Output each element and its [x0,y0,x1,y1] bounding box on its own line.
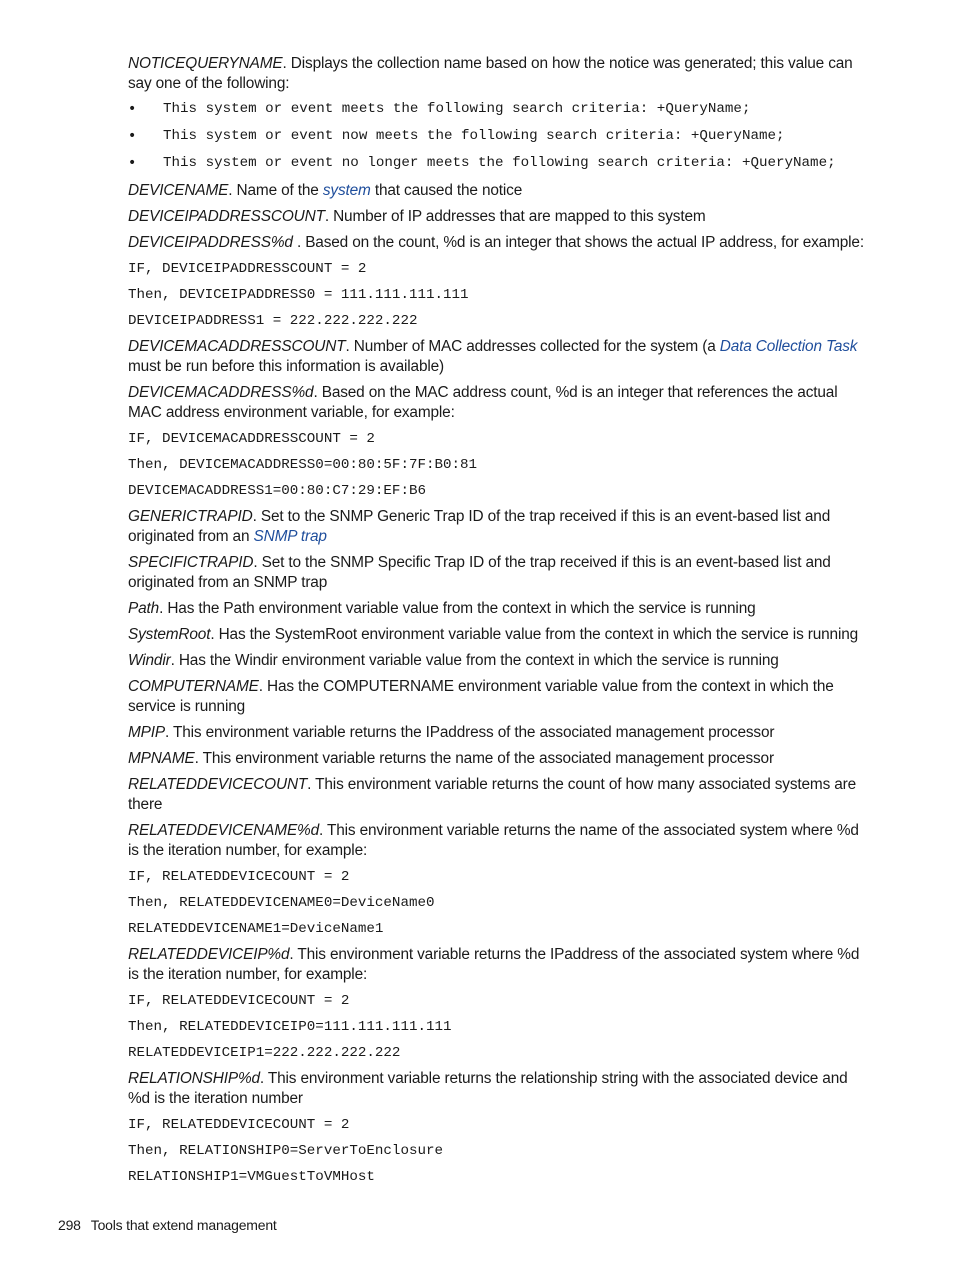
data-collection-task-link[interactable]: Data Collection Task [719,338,858,355]
code-line: Then, DEVICEMACADDRESS0=00:80:5F:7F:B0:81 [128,457,478,473]
bullet-icon: • [128,101,137,117]
relationship-paragraph: RELATIONSHIP%d. This environment variable returns the relationship string with the associated device and %d is the iteration number [128,1070,848,1107]
term-generictrapid: GENERICTRAPID [128,508,253,525]
code-line: IF, RELATEDDEVICECOUNT = 2 [128,869,350,885]
term-windir: Windir [128,652,171,669]
term-relationship: RELATIONSHIP%d [128,1070,260,1087]
page-footer [58,1215,277,1235]
term-relateddevicecount: RELATEDDEVICECOUNT [128,776,308,793]
term-relateddeviceip: RELATEDDEVICEIP%d [128,946,290,963]
code-line: Then, RELATEDDEVICENAME0=DeviceName0 [128,895,435,911]
macaddress-paragraph: DEVICEMACADDRESS%d. Based on the MAC address count, %d is an integer that references the actual MAC address environment variable, for example: [128,384,838,421]
code-line: IF, DEVICEIPADDRESSCOUNT = 2 [128,261,367,277]
code-line: IF, DEVICEMACADDRESSCOUNT = 2 [128,431,375,447]
bullet-icon: • [128,128,137,144]
devicename-paragraph: DEVICENAME. Name of the system that caused the notice [128,182,523,199]
relateddevicename-paragraph: RELATEDDEVICENAME%d. This environment variable returns the name of the associated system where %d is the iteration number, for example: [128,822,859,859]
notice-query-name-paragraph [128,54,870,94]
maccount-paragraph: DEVICEMACADDRESSCOUNT. Number of MAC addresses collected for the system (a Data Collection Task must be run before this information is available) [128,338,858,375]
windir-paragraph: Windir. Has the Windir environment variable value from the context in which the service is running [128,652,779,669]
mpip-paragraph: MPIP. This environment variable returns the IPaddress of the associated management processor [128,724,775,741]
code-line: RELATIONSHIP1=VMGuestToVMHost [128,1169,375,1185]
code-line: DEVICEIPADDRESS1 = 222.222.222.222 [128,313,418,329]
ipcount-paragraph: DEVICEIPADDRESSCOUNT. Number of IP addresses that are mapped to this system [128,208,706,225]
term-devicemacaddresscount: DEVICEMACADDRESSCOUNT [128,338,346,355]
generictrapid-paragraph: GENERICTRAPID. Set to the SNMP Generic Trap ID of the trap received if this is an event-based list and originated from an SNMP trap [128,508,831,545]
snmp-trap-link[interactable]: SNMP trap [253,528,327,545]
term-path: Path [128,600,160,617]
footer-section-title: Tools that extend management [90,1217,277,1233]
code-line: Then, RELATEDDEVICEIP0=111.111.111.111 [128,1019,452,1035]
ipaddress-paragraph: DEVICEIPADDRESS%d . Based on the count, %d is an integer that shows the actual IP address, for example: [128,234,864,251]
system-link[interactable]: system [322,182,371,199]
term-deviceipaddresscount: DEVICEIPADDRESSCOUNT [128,208,325,225]
mpname-paragraph: MPNAME. This environment variable returns the name of the associated management processor [128,750,774,767]
term-systemroot: SystemRoot [128,626,211,643]
page-content [128,54,870,1193]
code-line: IF, RELATEDDEVICECOUNT = 2 [128,1117,350,1133]
bullet-icon: • [128,155,137,171]
term-mpname: MPNAME [128,750,195,767]
path-paragraph: Path. Has the Path environment variable value from the context in which the service is running [128,600,756,617]
query-name-bullet-list [128,100,870,173]
code-line: IF, RELATEDDEVICECOUNT = 2 [128,993,350,1009]
list-item: • This system or event now meets the following search criteria: +QueryName; [128,128,785,144]
term-relateddevicename: RELATEDDEVICENAME%d [128,822,320,839]
systemroot-paragraph: SystemRoot. Has the SystemRoot environment variable value from the context in which the service is running [128,626,859,643]
code-line: Then, DEVICEIPADDRESS0 = 111.111.111.111 [128,287,469,303]
list-item: • This system or event no longer meets the following search criteria: +QueryName; [128,155,836,171]
term-devicemacaddress: DEVICEMACADDRESS%d [128,384,314,401]
term-devicename: DEVICENAME [128,182,229,199]
list-item: • This system or event meets the following search criteria: +QueryName; [128,101,751,117]
code-line: DEVICEMACADDRESS1=00:80:C7:29:EF:B6 [128,483,426,499]
code-line: RELATEDDEVICENAME1=DeviceName1 [128,921,384,937]
page-number: 298 [58,1217,81,1233]
code-line: Then, RELATIONSHIP0=ServerToEnclosure [128,1143,444,1159]
computername-paragraph: COMPUTERNAME. Has the COMPUTERNAME environment variable value from the context in which the service is running [128,678,834,715]
term-mpip: MPIP [128,724,166,741]
term-specifictrapid: SPECIFICTRAPID [128,554,254,571]
notice-query-name-text: . Displays the collection name based on how the notice was generated; this value can say one of the following: [128,55,853,92]
relateddevicecount-paragraph: RELATEDDEVICECOUNT. This environment variable returns the count of how many associated systems are there [128,776,857,813]
term-computername: COMPUTERNAME [128,678,259,695]
code-line: RELATEDDEVICEIP1=222.222.222.222 [128,1045,401,1061]
term-deviceipaddress: DEVICEIPADDRESS%d [128,234,293,251]
specifictrapid-paragraph: SPECIFICTRAPID. Set to the SNMP Specific Trap ID of the trap received if this is an event-based list and originated from an SNMP trap [128,554,831,591]
term-noticequeryname: NOTICEQUERYNAME [128,55,283,72]
relateddeviceip-paragraph: RELATEDDEVICEIP%d. This environment variable returns the IPaddress of the associated system where %d is the iteration number, for example: [128,946,860,983]
